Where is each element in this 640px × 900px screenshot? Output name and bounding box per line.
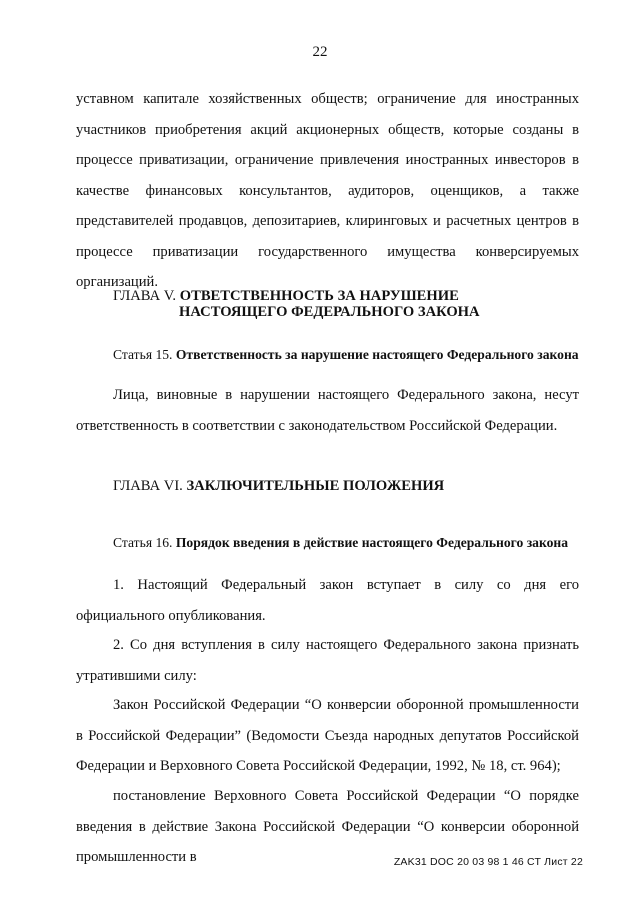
chapter-6-prefix: ГЛАВА VI. [113,478,187,494]
article-16-title: Порядок введения в действие настоящего Федерального закона [175,535,569,550]
document-footer: ZAK31 DOC 20 03 98 1 46 СТ Лист 22 [393,856,583,868]
chapter-6-heading [113,478,593,494]
article-15-heading [113,346,593,364]
article-16-paragraph-2: 2. Со дня вступления в силу настоящего Федерального закона признать утратившими силу: [76,637,579,684]
article-16-prefix: Статья 16. [113,535,176,550]
chapter-5-prefix: ГЛАВА V. [113,288,180,304]
article-15-paragraph: Лица, виновные в нарушении настоящего Федерального закона, несут ответственность в соответствии с законодательством Российской Федерации. [76,387,579,434]
chapter-5-heading [113,288,593,320]
repealed-law-paragraph: Закон Российской Федерации “О конверсии оборонной промышленности в Российской Федерации” (Ведомости Съезда народных депутатов Российской Федерации и Верховного Совета Российской Федерации, 1992, № 18, ст. 964); [76,697,579,774]
article-16-heading [113,534,593,552]
article-16-paragraph-1: 1. Настоящий Федеральный закон вступает в силу со дня его официального опубликования. [76,577,579,624]
chapter-6-title: ЗАКЛЮЧИТЕЛЬНЫЕ ПОЛОЖЕНИЯ [186,478,445,494]
chapter-5-title-line1: ОТВЕТСТВЕННОСТЬ ЗА НАРУШЕНИЕ [179,288,459,304]
chapter-5-title-line2: НАСТОЯЩЕГО ФЕДЕРАЛЬНОГО ЗАКОНА [179,304,480,320]
body-paragraph-continuation: уставном капитале хозяйственных обществ; ограничение для иностранных участников приобретения акций акционерных обществ, которые созданы в процессе приватизации, ограничение привлечения иностранных инвесторов в качестве финансовых консультантов, аудиторов, оценщиков, а также представителей продавцов, депозитариев, клиринговых и расчетных центров в процессе приватизации государственного имущества конверсируемых организаций. [76,91,579,290]
article-15-prefix: Статья 15. [113,347,176,362]
page-number: 22 [312,44,328,60]
article-15-title: Ответственность за нарушение настоящего Федерального закона [175,347,579,362]
repealed-resolution-paragraph: постановление Верховного Совета Российской Федерации “О порядке введения в действие Закона Российской Федерации “О конверсии оборонной промышленности в [76,788,579,865]
